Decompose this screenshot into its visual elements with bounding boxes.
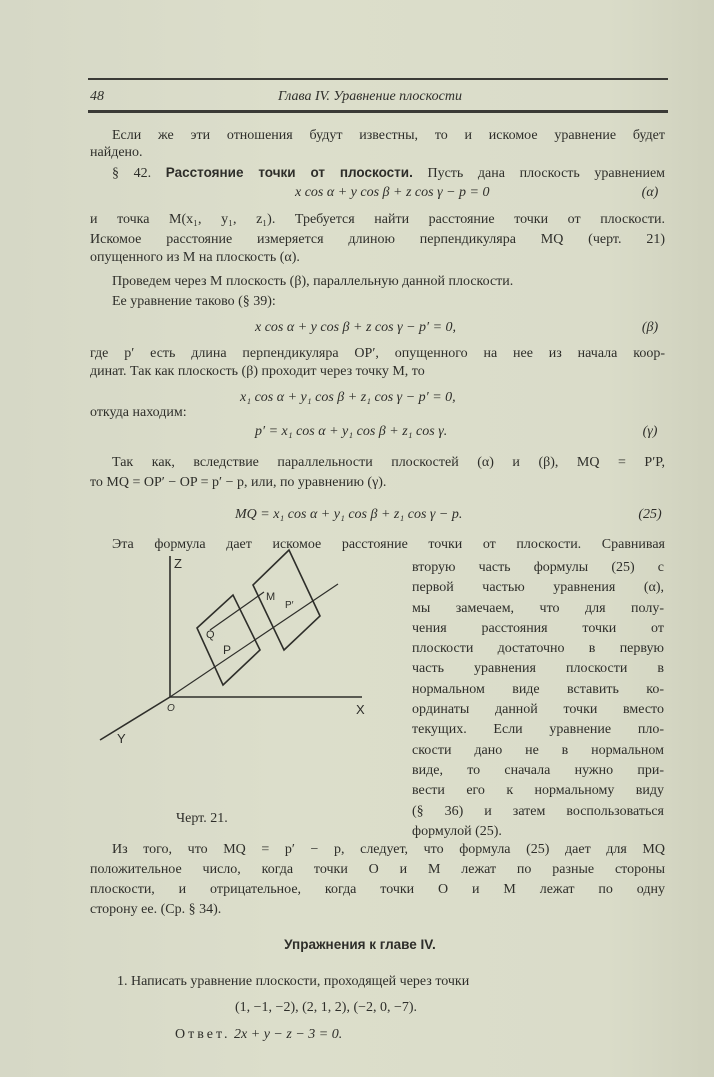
point-q-label: Q — [206, 629, 215, 641]
formula-tag: (β) — [641, 320, 659, 335]
text-line: и точка M(x₁, y₁, z₁). Требуется найти расстояние точки от плоскости. — [90, 212, 665, 227]
exercises-heading — [220, 936, 500, 955]
formula-tag: (25) — [638, 507, 662, 522]
answer-formula: 2x + y − z − 3 = 0. — [234, 1027, 343, 1042]
formula-point: x₁ cos α + y₁ cos β + z₁ cos γ − p′ = 0, — [240, 390, 456, 405]
text-line: где p′ есть длина перпендикуляра OP′, опущенного на нее из начала коор- — [90, 346, 665, 361]
text-line: Из того, что MQ = p′ − p, следует, что формула (25) дает для MQ — [112, 842, 665, 857]
text-line: Эта формула дает искомое расстояние точки от плоскости. Сравнивая — [112, 537, 665, 552]
text-line: часть уравнения плоскости в — [412, 661, 664, 676]
text-line: Проведем через M плоскость (β), параллельную данной плоскости. — [112, 274, 514, 289]
exercise-1-points: (1, −1, −2), (2, 1, 2), (−2, 0, −7). — [235, 1000, 418, 1015]
text-line: плоскости, и отрицательное, когда точки O и M лежат по одну — [90, 882, 665, 897]
text-line: мы замечаем, что для полу- — [412, 601, 664, 616]
formula-25: MQ = x₁ cos α + y₁ cos β + z₁ cos γ − p. — [235, 507, 463, 522]
text-line: Искомое расстояние измеряется длиною перпендикуляра MQ (черт. 21) — [90, 232, 665, 247]
text-line: скости дано не в нормальном — [412, 743, 664, 758]
figure-caption: Черт. 21. — [176, 811, 228, 826]
text-line: виде, то сначала нужно при- — [412, 763, 664, 778]
text-line: положительное число, когда точки O и M лежат по разные стороны — [90, 862, 665, 877]
formula-beta: x cos α + y cos β + z cos γ − p′ = 0, — [255, 320, 457, 335]
text-line: динат. Так как плоскость (β) проходит через точку M, то — [90, 364, 425, 379]
formula-tag: (γ) — [642, 424, 658, 439]
text-line: Так как, вследствие параллельности плоскостей (α) и (β), MQ = P′P, — [112, 455, 665, 470]
text-line: ординаты данной точки вместо — [412, 702, 664, 717]
text-line: сторону ее. (Ср. § 34). — [90, 902, 222, 917]
y-axis — [100, 697, 170, 740]
page-number: 48 — [90, 89, 104, 104]
section-number: § 42. — [112, 166, 152, 181]
text-line: вторую часть формулы (25) с — [412, 560, 664, 575]
point-m-label: M — [266, 591, 276, 603]
text-line: нормальном виде вставить ко- — [412, 682, 664, 697]
formula-alpha: x cos α + y cos β + z cos γ − p = 0 — [295, 185, 490, 200]
text-line: чения расстояния точки от — [412, 621, 664, 636]
formula-tag: (α) — [641, 185, 659, 200]
point-p-label: P — [223, 643, 232, 657]
z-label: Z — [174, 556, 182, 571]
text-line: плоскости достаточно в первую — [412, 641, 664, 656]
text-line: Ее уравнение таково (§ 39): — [112, 294, 276, 309]
y-label: Y — [117, 731, 126, 746]
running-title: Глава IV. Уравнение плоскости — [278, 89, 462, 104]
text-line: опущенного из M на плоскость (α). — [90, 250, 300, 265]
text-line: найдено. — [90, 145, 143, 160]
exercises-heading-text: Упражнения к главе IV. — [284, 937, 436, 952]
formula-gamma: p′ = x₁ cos α + y₁ cos β + z₁ cos γ. — [255, 424, 448, 439]
origin-label: O — [167, 703, 175, 714]
answer-label: Ответ. — [175, 1027, 231, 1042]
exercise-1: 1. Написать уравнение плоскости, проходящей через точки — [117, 974, 470, 989]
text-line: текущих. Если уравнение пло- — [412, 722, 664, 737]
text-line: вести его к нормальному виду — [412, 783, 664, 798]
x-label: X — [356, 702, 365, 717]
text-line: первой частью уравнения (α), — [412, 580, 664, 595]
text-line: (§ 36) и затем воспользоваться — [412, 804, 664, 819]
perpendicular-mq — [210, 592, 264, 630]
text: Пусть дана плоскость уравнением — [427, 166, 666, 181]
exercise-1-answer — [175, 1026, 714, 1044]
text-line: формулой (25). — [412, 824, 502, 839]
point-p-prime-label: P′ — [285, 600, 294, 611]
text-line: Если же эти отношения будут известны, то и искомое уравнение будет — [112, 128, 665, 143]
section-title: Расстояние точки от плоскости. — [165, 165, 413, 180]
text-line: то MQ = OP′ − OP = p′ − p, или, по уравнению (γ). — [90, 475, 387, 490]
text-line: откуда находим: — [90, 405, 187, 420]
